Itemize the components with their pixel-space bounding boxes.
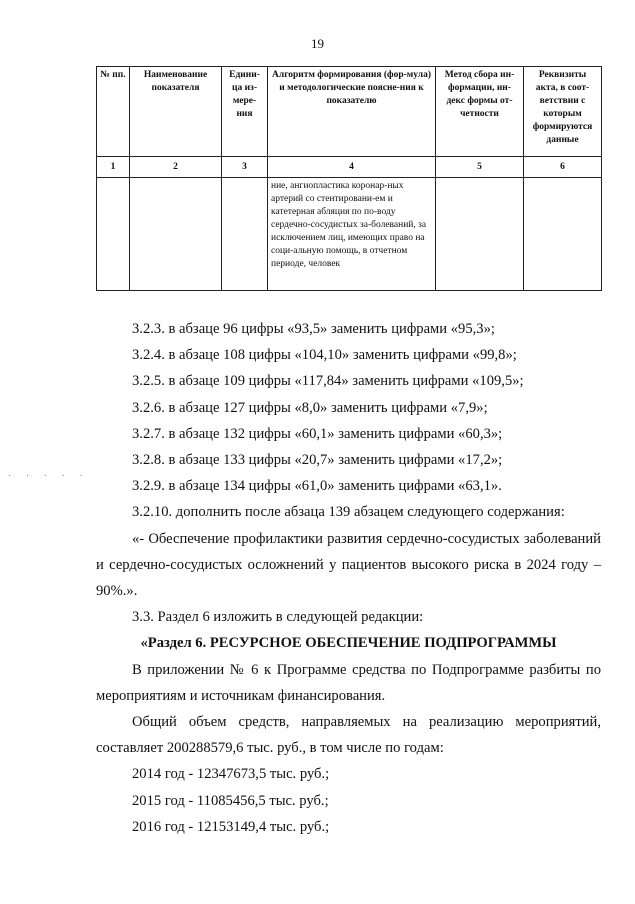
header-algorithm: Алгоритм формирования (фор-мула) и методологические поясне-ния к показателю [268,67,436,157]
column-number: 4 [268,157,436,178]
column-number: 5 [436,157,524,178]
table-cell [97,178,130,291]
header-collection-method: Метод сбора ин-формации, ин-декс формы от-четности [436,67,524,157]
indicator-table [96,66,602,291]
column-number: 2 [130,157,222,178]
section-heading: «Раздел 6. РЕСУРСНОЕ ОБЕСПЕЧЕНИЕ ПОДПРОГРАММЫ [140,635,557,652]
paragraph: 3.2.10. дополнить после абзаца 139 абзацем следующего содержания: [132,504,565,521]
scan-artifact-dots: · · · · · [8,471,89,482]
column-number: 6 [524,157,602,178]
header-act-details: Реквизиты акта, в соот-ветствии с которым формируются данные [524,67,602,157]
column-number: 3 [222,157,268,178]
table-cell [222,178,268,291]
table-cell-algorithm: ние, ангиопластика коронар-ных артерий со стентировани-ем и катетерная абляция по по-воду сердечно-сосудистых за-болеваний, за исключением лиц, имеющих право на соци-альную помощь, в отчетном периоде, человек [268,178,436,291]
table-row [97,178,602,291]
page-number: 19 [311,36,324,51]
paragraph: 3.2.7. в абзаце 132 цифры «60,1» заменить цифрами «60,3»; [132,425,503,442]
paragraph: 3.3. Раздел 6 изложить в следующей редакции: [132,609,424,626]
paragraph: 2016 год - 12153149,4 тыс. руб.; [132,818,330,835]
paragraph: В приложении № 6 к Программе средства по Подпрограмме разбиты по мероприятиям и источникам финансирования. [96,661,601,704]
column-number: 1 [97,157,130,178]
header-indicator-name: Наименование показателя [130,67,222,157]
header-number: № пп. [97,67,130,157]
header-unit: Едини-ца из-мере-ния [222,67,268,157]
paragraph: 3.2.8. в абзаце 133 цифры «20,7» заменить цифрами «17,2»; [132,452,503,469]
paragraph: 2015 год - 11085456,5 тыс. руб.; [132,792,329,809]
paragraph: 3.2.4. в абзаце 108 цифры «104,10» заменить цифрами «99,8»; [132,347,517,364]
paragraph: 3.2.9. в абзаце 134 цифры «61,0» заменить цифрами «63,1». [132,478,502,495]
table-header-row [97,67,602,157]
table-cell [436,178,524,291]
paragraph: 3.2.5. в абзаце 109 цифры «117,84» заменить цифрами «109,5»; [132,373,524,390]
paragraph: 2014 год - 12347673,5 тыс. руб.; [132,766,330,783]
paragraph: 3.2.3. в абзаце 96 цифры «93,5» заменить цифрами «95,3»; [132,321,495,337]
table-cell [130,178,222,291]
quoted-paragraph: «- Обеспечение профилактики развития сердечно-сосудистых заболеваний и сердечно-сосудистых осложнений у пациентов высокого риска в 2024 году – 90%.». [96,530,601,600]
paragraph: 3.2.6. в абзаце 127 цифры «8,0» заменить цифрами «7,9»; [132,399,488,416]
document-body [96,316,601,840]
paragraph: Общий объем средств, направляемых на реализацию мероприятий, составляет 200288579,6 тыс. руб., в том числе по годам: [96,714,601,757]
table-cell [524,178,602,291]
table-column-numbers-row [97,157,602,178]
